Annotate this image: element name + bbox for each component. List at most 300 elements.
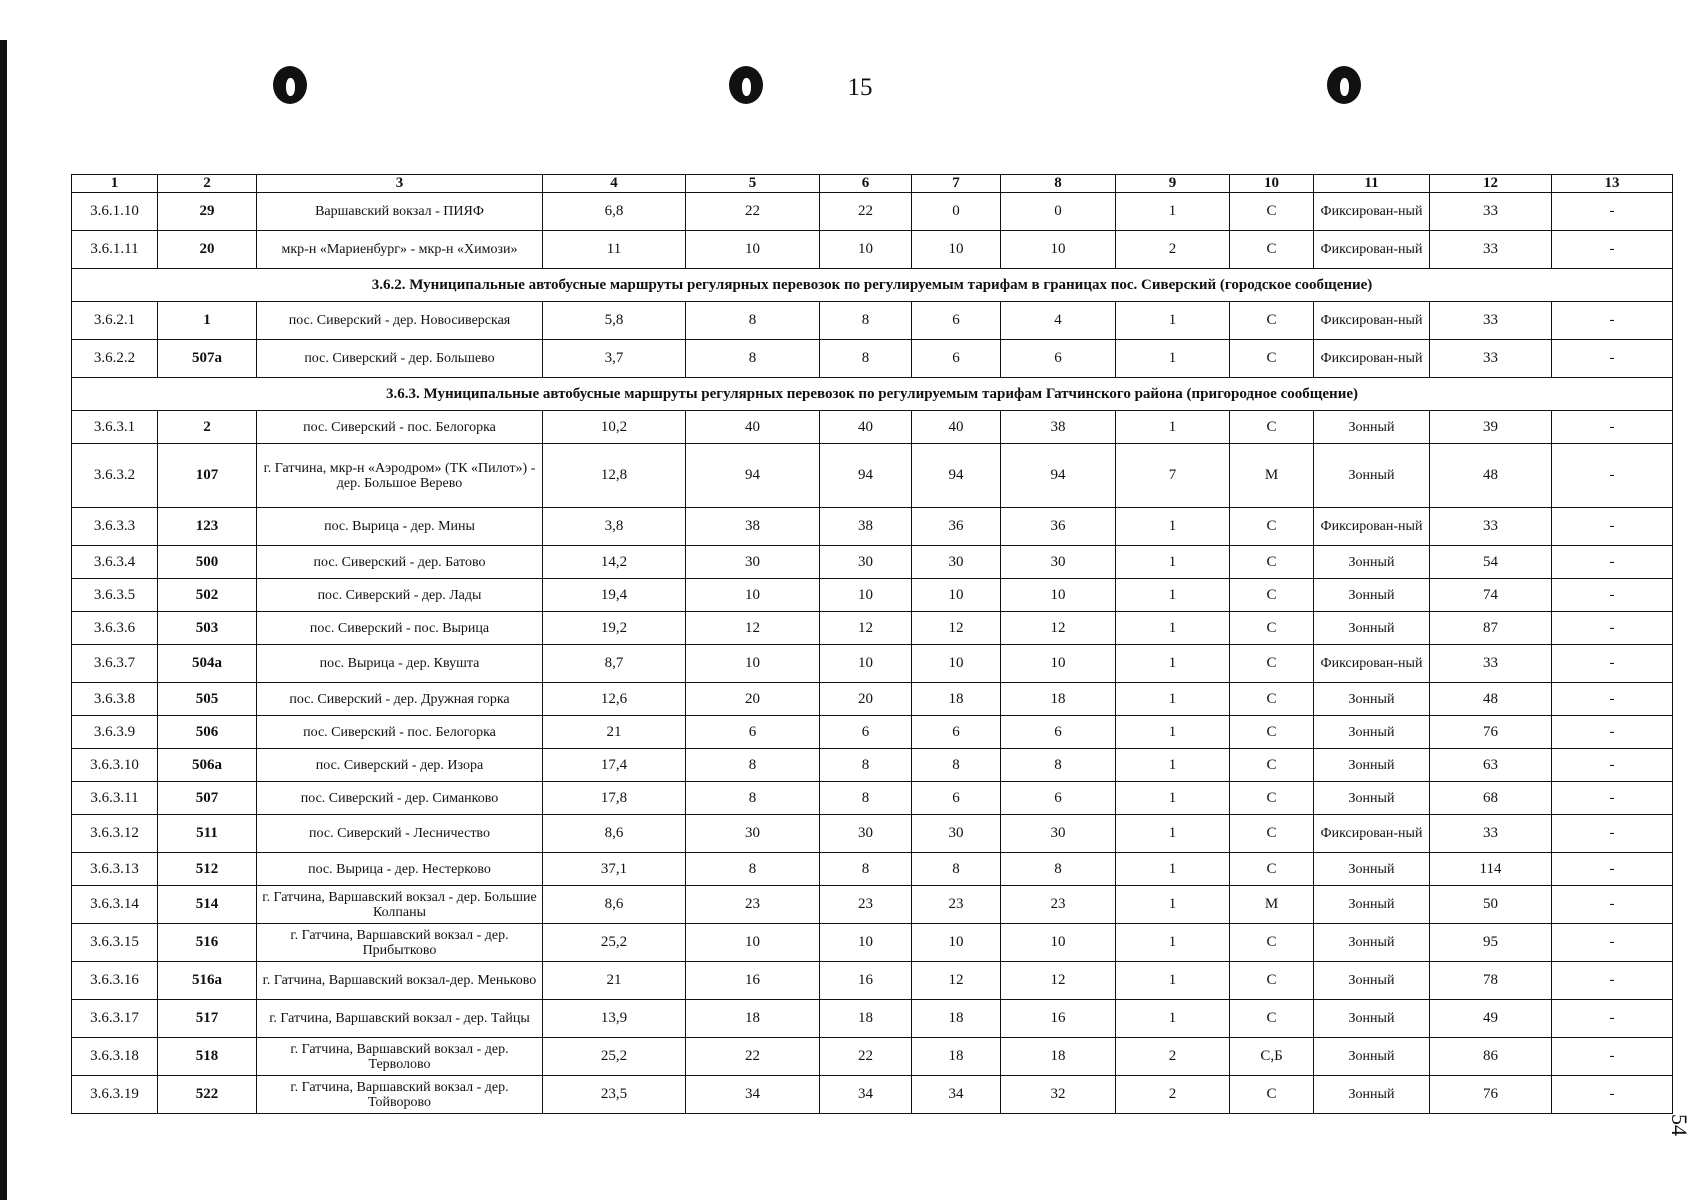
table-header-row — [72, 175, 1673, 193]
cell-col-6: 8 — [820, 340, 912, 378]
table-row — [72, 1076, 1673, 1114]
cell-vehicle-class: С — [1230, 716, 1314, 749]
cell-tariff-type: Фиксирован-ный — [1314, 815, 1430, 853]
table-row — [72, 645, 1673, 683]
cell-route-name: г. Гатчина, Варшавский вокзал - дер. Терволово — [257, 1038, 543, 1076]
cell-col-8: 16 — [1001, 1000, 1116, 1038]
cell-vehicle-class: С,Б — [1230, 1038, 1314, 1076]
cell-route-name: г. Гатчина, Варшавский вокзал - дер. Тойворово — [257, 1076, 543, 1114]
cell-col-7: 6 — [912, 782, 1001, 815]
cell-col-7: 23 — [912, 886, 1001, 924]
cell-route-id: 3.6.3.11 — [72, 782, 158, 815]
table-row — [72, 231, 1673, 269]
cell-col-13: - — [1552, 193, 1673, 231]
cell-route-name: пос. Сиверский - дер. Новосиверская — [257, 302, 543, 340]
cell-vehicle-class: С — [1230, 683, 1314, 716]
table-row — [72, 782, 1673, 815]
cell-tariff-type: Зонный — [1314, 444, 1430, 508]
cell-route-id: 3.6.3.19 — [72, 1076, 158, 1114]
cell-col-5: 6 — [686, 716, 820, 749]
cell-col-13: - — [1552, 716, 1673, 749]
cell-col-13: - — [1552, 1038, 1673, 1076]
cell-length: 21 — [543, 716, 686, 749]
cell-col-9: 1 — [1116, 924, 1230, 962]
cell-col-9: 2 — [1116, 1038, 1230, 1076]
cell-col-9: 1 — [1116, 508, 1230, 546]
cell-route-id: 3.6.1.11 — [72, 231, 158, 269]
cell-col-8: 6 — [1001, 716, 1116, 749]
cell-col-8: 4 — [1001, 302, 1116, 340]
cell-col-12: 33 — [1430, 508, 1552, 546]
cell-col-5: 94 — [686, 444, 820, 508]
cell-length: 10,2 — [543, 411, 686, 444]
table-row — [72, 579, 1673, 612]
cell-route-id: 3.6.3.5 — [72, 579, 158, 612]
cell-tariff-type: Зонный — [1314, 716, 1430, 749]
cell-col-8: 10 — [1001, 231, 1116, 269]
cell-col-9: 1 — [1116, 645, 1230, 683]
table-row — [72, 853, 1673, 886]
cell-col-6: 8 — [820, 749, 912, 782]
cell-col-7: 34 — [912, 1076, 1001, 1114]
cell-tariff-type: Зонный — [1314, 1076, 1430, 1114]
cell-col-7: 10 — [912, 924, 1001, 962]
cell-col-12: 50 — [1430, 886, 1552, 924]
cell-col-8: 10 — [1001, 924, 1116, 962]
cell-col-6: 10 — [820, 924, 912, 962]
cell-route-name: г. Гатчина, Варшавский вокзал - дер. Тайцы — [257, 1000, 543, 1038]
cell-vehicle-class: С — [1230, 193, 1314, 231]
cell-col-12: 49 — [1430, 1000, 1552, 1038]
cell-tariff-type: Зонный — [1314, 1000, 1430, 1038]
cell-vehicle-class: С — [1230, 1076, 1314, 1114]
cell-route-name: пос. Сиверский - дер. Изора — [257, 749, 543, 782]
cell-route-name: г. Гатчина, Варшавский вокзал - дер. Прибытково — [257, 924, 543, 962]
cell-route-name: Варшавский вокзал - ПИЯФ — [257, 193, 543, 231]
cell-route-number: 505 — [158, 683, 257, 716]
cell-col-12: 48 — [1430, 683, 1552, 716]
cell-col-13: - — [1552, 508, 1673, 546]
cell-col-9: 1 — [1116, 749, 1230, 782]
cell-col-5: 30 — [686, 546, 820, 579]
cell-route-number: 503 — [158, 612, 257, 645]
table-row — [72, 1038, 1673, 1076]
cell-vehicle-class: С — [1230, 815, 1314, 853]
cell-col-12: 76 — [1430, 716, 1552, 749]
cell-route-number: 20 — [158, 231, 257, 269]
cell-col-5: 10 — [686, 231, 820, 269]
cell-vehicle-class: С — [1230, 612, 1314, 645]
cell-col-9: 1 — [1116, 1000, 1230, 1038]
cell-col-7: 10 — [912, 645, 1001, 683]
cell-tariff-type: Зонный — [1314, 612, 1430, 645]
cell-route-id: 3.6.3.1 — [72, 411, 158, 444]
section-heading-row — [72, 269, 1673, 302]
cell-route-number: 514 — [158, 886, 257, 924]
cell-route-number: 522 — [158, 1076, 257, 1114]
cell-col-12: 95 — [1430, 924, 1552, 962]
cell-route-name: пос. Вырица - дер. Квушта — [257, 645, 543, 683]
cell-route-name: пос. Сиверский - дер. Дружная горка — [257, 683, 543, 716]
cell-col-6: 8 — [820, 302, 912, 340]
cell-route-name: пос. Сиверский - дер. Батово — [257, 546, 543, 579]
cell-col-5: 22 — [686, 1038, 820, 1076]
column-header-13: 13 — [1552, 175, 1673, 193]
cell-col-7: 10 — [912, 579, 1001, 612]
cell-col-12: 68 — [1430, 782, 1552, 815]
cell-col-6: 12 — [820, 612, 912, 645]
cell-col-9: 2 — [1116, 231, 1230, 269]
cell-length: 5,8 — [543, 302, 686, 340]
cell-route-id: 3.6.3.2 — [72, 444, 158, 508]
cell-tariff-type: Зонный — [1314, 683, 1430, 716]
cell-vehicle-class: С — [1230, 546, 1314, 579]
table-row — [72, 683, 1673, 716]
page-number: 15 — [847, 74, 873, 101]
cell-length: 8,6 — [543, 886, 686, 924]
cell-tariff-type: Фиксирован-ный — [1314, 302, 1430, 340]
table-row — [72, 508, 1673, 546]
cell-col-8: 18 — [1001, 683, 1116, 716]
cell-col-5: 12 — [686, 612, 820, 645]
column-header-1: 1 — [72, 175, 158, 193]
cell-col-13: - — [1552, 340, 1673, 378]
cell-col-12: 76 — [1430, 1076, 1552, 1114]
cell-length: 19,4 — [543, 579, 686, 612]
cell-col-8: 32 — [1001, 1076, 1116, 1114]
cell-col-9: 1 — [1116, 579, 1230, 612]
table-row — [72, 302, 1673, 340]
cell-col-8: 30 — [1001, 546, 1116, 579]
cell-col-6: 6 — [820, 716, 912, 749]
cell-col-13: - — [1552, 924, 1673, 962]
cell-route-number: 516 — [158, 924, 257, 962]
cell-col-5: 10 — [686, 645, 820, 683]
table-body — [72, 193, 1673, 1114]
cell-tariff-type: Зонный — [1314, 924, 1430, 962]
cell-col-7: 30 — [912, 815, 1001, 853]
cell-vehicle-class: С — [1230, 853, 1314, 886]
section-heading: 3.6.2. Муниципальные автобусные маршруты регулярных перевозок по регулируемым тарифам в границах пос. Сиверский (городское сообщение) — [72, 269, 1673, 302]
cell-col-5: 20 — [686, 683, 820, 716]
cell-col-12: 39 — [1430, 411, 1552, 444]
cell-col-13: - — [1552, 302, 1673, 340]
cell-route-name: пос. Вырица - дер. Мины — [257, 508, 543, 546]
cell-col-13: - — [1552, 1076, 1673, 1114]
cell-col-12: 86 — [1430, 1038, 1552, 1076]
cell-route-id: 3.6.3.6 — [72, 612, 158, 645]
cell-route-number: 511 — [158, 815, 257, 853]
column-header-12: 12 — [1430, 175, 1552, 193]
cell-route-name: пос. Сиверский - дер. Большево — [257, 340, 543, 378]
cell-tariff-type: Фиксирован-ный — [1314, 231, 1430, 269]
cell-route-name: пос. Сиверский - дер. Симанково — [257, 782, 543, 815]
cell-col-13: - — [1552, 612, 1673, 645]
cell-route-name: г. Гатчина, Варшавский вокзал - дер. Большие Колпаны — [257, 886, 543, 924]
cell-col-12: 74 — [1430, 579, 1552, 612]
cell-col-7: 6 — [912, 302, 1001, 340]
cell-col-13: - — [1552, 231, 1673, 269]
cell-col-9: 1 — [1116, 340, 1230, 378]
cell-col-9: 1 — [1116, 193, 1230, 231]
cell-col-8: 8 — [1001, 749, 1116, 782]
cell-col-9: 1 — [1116, 815, 1230, 853]
column-header-7: 7 — [912, 175, 1001, 193]
column-header-9: 9 — [1116, 175, 1230, 193]
cell-length: 17,8 — [543, 782, 686, 815]
cell-route-number: 516а — [158, 962, 257, 1000]
table-row — [72, 815, 1673, 853]
cell-col-8: 18 — [1001, 1038, 1116, 1076]
cell-col-12: 87 — [1430, 612, 1552, 645]
cell-length: 3,7 — [543, 340, 686, 378]
cell-vehicle-class: С — [1230, 302, 1314, 340]
cell-tariff-type: Зонный — [1314, 782, 1430, 815]
cell-col-8: 6 — [1001, 340, 1116, 378]
cell-vehicle-class: С — [1230, 231, 1314, 269]
cell-col-7: 8 — [912, 853, 1001, 886]
cell-col-6: 38 — [820, 508, 912, 546]
cell-col-13: - — [1552, 815, 1673, 853]
cell-length: 8,6 — [543, 815, 686, 853]
cell-col-5: 8 — [686, 302, 820, 340]
punch-hole-right — [1327, 66, 1361, 104]
cell-route-id: 3.6.2.2 — [72, 340, 158, 378]
cell-col-6: 8 — [820, 853, 912, 886]
cell-col-9: 1 — [1116, 683, 1230, 716]
cell-col-8: 12 — [1001, 962, 1116, 1000]
cell-col-9: 1 — [1116, 546, 1230, 579]
cell-tariff-type: Зонный — [1314, 546, 1430, 579]
cell-route-number: 107 — [158, 444, 257, 508]
cell-tariff-type: Зонный — [1314, 962, 1430, 1000]
cell-col-7: 40 — [912, 411, 1001, 444]
cell-route-id: 3.6.3.13 — [72, 853, 158, 886]
cell-col-9: 1 — [1116, 886, 1230, 924]
column-header-10: 10 — [1230, 175, 1314, 193]
cell-col-9: 2 — [1116, 1076, 1230, 1114]
cell-vehicle-class: С — [1230, 782, 1314, 815]
cell-length: 12,8 — [543, 444, 686, 508]
table-row — [72, 716, 1673, 749]
cell-tariff-type: Фиксирован-ный — [1314, 645, 1430, 683]
cell-route-number: 1 — [158, 302, 257, 340]
cell-col-12: 48 — [1430, 444, 1552, 508]
cell-route-name: пос. Сиверский - пос. Белогорка — [257, 411, 543, 444]
cell-length: 21 — [543, 962, 686, 1000]
cell-col-7: 10 — [912, 231, 1001, 269]
cell-vehicle-class: С — [1230, 411, 1314, 444]
cell-col-13: - — [1552, 444, 1673, 508]
cell-col-8: 8 — [1001, 853, 1116, 886]
cell-vehicle-class: С — [1230, 962, 1314, 1000]
cell-route-id: 3.6.1.10 — [72, 193, 158, 231]
cell-col-9: 1 — [1116, 612, 1230, 645]
cell-col-5: 8 — [686, 853, 820, 886]
cell-col-5: 22 — [686, 193, 820, 231]
cell-route-name: пос. Сиверский - Лесничество — [257, 815, 543, 853]
cell-route-name: пос. Вырица - дер. Нестерково — [257, 853, 543, 886]
cell-route-number: 507а — [158, 340, 257, 378]
cell-length: 6,8 — [543, 193, 686, 231]
cell-route-number: 2 — [158, 411, 257, 444]
cell-col-7: 36 — [912, 508, 1001, 546]
cell-col-12: 33 — [1430, 340, 1552, 378]
cell-col-13: - — [1552, 782, 1673, 815]
column-header-2: 2 — [158, 175, 257, 193]
cell-col-7: 0 — [912, 193, 1001, 231]
cell-col-7: 6 — [912, 716, 1001, 749]
cell-tariff-type: Зонный — [1314, 749, 1430, 782]
cell-length: 11 — [543, 231, 686, 269]
cell-route-id: 3.6.3.16 — [72, 962, 158, 1000]
cell-col-12: 33 — [1430, 302, 1552, 340]
cell-col-6: 10 — [820, 579, 912, 612]
cell-col-5: 10 — [686, 579, 820, 612]
cell-col-5: 16 — [686, 962, 820, 1000]
cell-length: 17,4 — [543, 749, 686, 782]
section-heading-row — [72, 378, 1673, 411]
cell-col-7: 18 — [912, 683, 1001, 716]
cell-route-name: пос. Сиверский - пос. Белогорка — [257, 716, 543, 749]
cell-route-number: 506а — [158, 749, 257, 782]
cell-col-8: 10 — [1001, 579, 1116, 612]
cell-col-12: 54 — [1430, 546, 1552, 579]
cell-col-5: 18 — [686, 1000, 820, 1038]
cell-vehicle-class: М — [1230, 886, 1314, 924]
cell-vehicle-class: С — [1230, 508, 1314, 546]
column-header-3: 3 — [257, 175, 543, 193]
cell-col-6: 30 — [820, 546, 912, 579]
column-header-8: 8 — [1001, 175, 1116, 193]
cell-length: 19,2 — [543, 612, 686, 645]
cell-col-5: 40 — [686, 411, 820, 444]
cell-length: 25,2 — [543, 1038, 686, 1076]
cell-col-13: - — [1552, 579, 1673, 612]
cell-col-13: - — [1552, 411, 1673, 444]
cell-route-id: 3.6.3.7 — [72, 645, 158, 683]
cell-route-number: 506 — [158, 716, 257, 749]
cell-col-8: 10 — [1001, 645, 1116, 683]
cell-col-8: 94 — [1001, 444, 1116, 508]
cell-col-9: 1 — [1116, 716, 1230, 749]
binding-edge — [0, 40, 7, 1200]
cell-col-7: 12 — [912, 962, 1001, 1000]
cell-col-7: 94 — [912, 444, 1001, 508]
cell-col-12: 78 — [1430, 962, 1552, 1000]
cell-col-5: 30 — [686, 815, 820, 853]
table-row — [72, 612, 1673, 645]
cell-col-6: 30 — [820, 815, 912, 853]
cell-vehicle-class: С — [1230, 749, 1314, 782]
cell-col-12: 63 — [1430, 749, 1552, 782]
cell-col-9: 1 — [1116, 302, 1230, 340]
cell-col-6: 8 — [820, 782, 912, 815]
cell-col-6: 23 — [820, 886, 912, 924]
table-row — [72, 193, 1673, 231]
cell-route-number: 123 — [158, 508, 257, 546]
cell-col-6: 34 — [820, 1076, 912, 1114]
cell-route-id: 3.6.3.12 — [72, 815, 158, 853]
cell-col-8: 23 — [1001, 886, 1116, 924]
cell-col-5: 10 — [686, 924, 820, 962]
cell-route-number: 517 — [158, 1000, 257, 1038]
cell-col-5: 8 — [686, 782, 820, 815]
cell-col-7: 18 — [912, 1000, 1001, 1038]
cell-col-6: 10 — [820, 231, 912, 269]
cell-col-13: - — [1552, 683, 1673, 716]
cell-col-8: 0 — [1001, 193, 1116, 231]
table-row — [72, 340, 1673, 378]
cell-tariff-type: Фиксирован-ный — [1314, 193, 1430, 231]
cell-col-9: 1 — [1116, 853, 1230, 886]
punch-hole-center — [729, 66, 763, 104]
cell-col-6: 18 — [820, 1000, 912, 1038]
cell-col-8: 6 — [1001, 782, 1116, 815]
cell-tariff-type: Зонный — [1314, 411, 1430, 444]
cell-route-name: пос. Сиверский - пос. Вырица — [257, 612, 543, 645]
cell-tariff-type: Фиксирован-ный — [1314, 508, 1430, 546]
column-header-4: 4 — [543, 175, 686, 193]
cell-col-13: - — [1552, 1000, 1673, 1038]
cell-route-id: 3.6.3.3 — [72, 508, 158, 546]
cell-col-8: 30 — [1001, 815, 1116, 853]
cell-length: 14,2 — [543, 546, 686, 579]
cell-route-number: 512 — [158, 853, 257, 886]
cell-col-5: 23 — [686, 886, 820, 924]
cell-route-name: пос. Сиверский - дер. Лады — [257, 579, 543, 612]
cell-col-8: 12 — [1001, 612, 1116, 645]
cell-col-8: 38 — [1001, 411, 1116, 444]
cell-length: 8,7 — [543, 645, 686, 683]
cell-col-12: 114 — [1430, 853, 1552, 886]
column-header-5: 5 — [686, 175, 820, 193]
cell-route-name: г. Гатчина, Варшавский вокзал-дер. Меньково — [257, 962, 543, 1000]
cell-route-number: 504а — [158, 645, 257, 683]
cell-col-6: 22 — [820, 193, 912, 231]
cell-route-number: 29 — [158, 193, 257, 231]
cell-length: 23,5 — [543, 1076, 686, 1114]
cell-col-13: - — [1552, 749, 1673, 782]
column-header-6: 6 — [820, 175, 912, 193]
cell-length: 13,9 — [543, 1000, 686, 1038]
cell-route-id: 3.6.3.8 — [72, 683, 158, 716]
table-row — [72, 546, 1673, 579]
cell-route-name: мкр-н «Мариенбург» - мкр-н «Химози» — [257, 231, 543, 269]
table-row — [72, 411, 1673, 444]
cell-col-5: 34 — [686, 1076, 820, 1114]
cell-route-name: г. Гатчина, мкр-н «Аэродром» (ТК «Пилот») - дер. Большое Верево — [257, 444, 543, 508]
cell-col-7: 8 — [912, 749, 1001, 782]
table-row — [72, 444, 1673, 508]
cell-length: 25,2 — [543, 924, 686, 962]
cell-tariff-type: Зонный — [1314, 579, 1430, 612]
column-header-11: 11 — [1314, 175, 1430, 193]
cell-col-7: 6 — [912, 340, 1001, 378]
cell-length: 12,6 — [543, 683, 686, 716]
cell-col-12: 33 — [1430, 193, 1552, 231]
cell-vehicle-class: С — [1230, 1000, 1314, 1038]
cell-col-13: - — [1552, 962, 1673, 1000]
cell-vehicle-class: С — [1230, 579, 1314, 612]
cell-col-9: 1 — [1116, 411, 1230, 444]
table-row — [72, 924, 1673, 962]
routes-table — [71, 174, 1673, 1114]
cell-col-9: 1 — [1116, 782, 1230, 815]
section-heading: 3.6.3. Муниципальные автобусные маршруты регулярных перевозок по регулируемым тарифам Гатчинского района (пригородное сообщение) — [72, 378, 1673, 411]
cell-length: 37,1 — [543, 853, 686, 886]
cell-col-6: 16 — [820, 962, 912, 1000]
